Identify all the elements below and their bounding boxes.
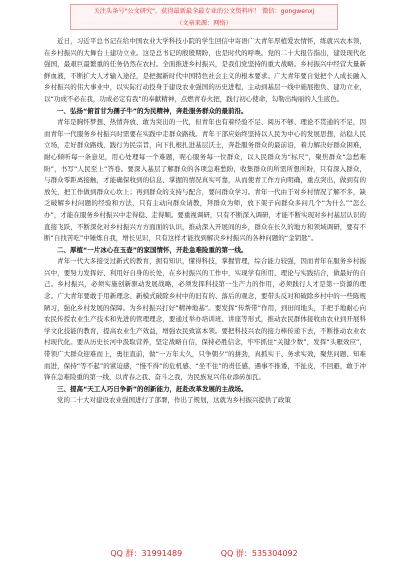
section-heading-3: 三、提高“天工人巧日争新”的创新能力，赶赴改革发展的主战场。 — [57, 384, 248, 393]
source-banner — [70, 4, 338, 30]
footer-contacts — [0, 548, 408, 559]
banner-line-1: 关注头条号"公文研究"，获得最新最全最专业的公文资料库！ 微信：gongwenxj — [93, 8, 315, 15]
section-heading-1: 一、弘扬“俯首甘为孺子牛”的为民精神，奔赴服务群众的最前沿。 — [57, 106, 248, 115]
paragraph-section-1: 青年是胸怀梦想、热情奔放、敢为突出的一代，但青年也有着经验不足、阅历不够、理论不贯通的不足，因而青年一代服务乡村振兴时需要在实践中走群众路线。青年干部应始终坚持以人民为中心的发展思想，站稳人民立场，走好群众路线，践行为民宗旨，向下扎根扎进基层沃土，奔赴服务群众的最前沿，着力解决好群众困难，耐心倾听每一条意见，用心处理每一个难题，呢心服务每一位群众，以人民群众为“标尺”，聚焦群众“急愁难盼”，书写“人民至上”答卷。要深入基层了解群众的各项急难愁盼，收集群众的所需所想所盼，只有深入群众，与群众零距离接触，才能确保收到的信息、掌握的情况真实可靠，从而使青工作方向明确，重点突出，做到有的放矢，把工作做到群众心坎上；再到群众的支持与配合，要问群众学习。青年一代由于对乡村情况了解不多，缺乏破解乡村问题的经验和方法，只有主动向群众请教，拜群众为师，放下架子向群众多问几个“为什么”“怎么办”，才能在服务乡村振兴中走得稳、走得顺。要重视调研，只有不断深入调研，才能不断实现对乡村基层认识的直接飞跃，不断深化对乡村振兴方方面面的认识，推动深入开展间的乡，群众在长久的地方和领域调研，要有不断“自找苦吃”中锤炼自我，增长见识，只有这样才能找到解决乡村振兴的各种问题的“金钥匙”。 — [44, 118, 366, 243]
footer-qq-group-1: QQ 群：31991489 — [110, 549, 183, 558]
paragraph-section-3: 党的二十大对建设农业强国进行了部署，作出了规划，这就为乡村振兴提供了政策 — [57, 396, 291, 405]
footer-qq-group-2: QQ 群：535304092 — [220, 549, 298, 558]
section-heading-2: 二、厚植“一片冰心在玉壶”的家国情怀，开赴急难险重的第一线。 — [57, 245, 248, 254]
banner-line-2: （文章来源：网络） — [176, 20, 232, 27]
paragraph-intro: 近日，习近平总书记在给中国农业大学科技小院的学生回信中寄语广大青年厚植爱农情怀，练就兴农本领，在乡村振兴的大舞台上建功立业。这是总书记的殷殷期盼，也是时代的呼唤。党的二十大报告指出，建设现代化强国，最艰巨最繁重的任务仍然在农村。全面推进乡村振兴，是我们党坚持的重大战略。乡村振兴中经营大量新鲜血液，不断扩大人才输入途径，是把握新时代中国特色社会主义的根本要求。广大青年要自觉把个人成长融入乡村振兴的伟大事业中，以实际行动投身于建设农业强国的历史进程，主动到基层一线中施展抱负、建功立业，以“功成不必在我，功成必定有我”的奉献精神，点燃青春火把，践行初心使命，勾勒出绚丽的人生底色。 — [44, 37, 366, 103]
document-body — [44, 36, 366, 407]
paragraph-section-2: 青年一代大多接受过新式的教育，拥有知识，懂得科技，掌握管理，综合能力较强，因而青年在服务乡村振兴中，要努力发挥好、利用好自身的长处，在乡村振兴的工作中，实现学有所用，理论与实践结合，做最好的自己。乡村振兴，必须实施创新驱动发展战略，必须发挥科技第一生产力的作用，必须践行人才是第一资源的理念。广大青年要敢于用新理念、新模式破除乡村中的旧有的、落后的观念，要带头反对和破除乡村中的一些陈规陋习，强化乡村发展的保障。为乡村振兴打好“精神地基”。要发挥“传帮带”作用，到田间地头，手把手地耐心向农民传授农业生产技术和先进的管理理念，要通过举办培训班、讲座等形式，推动农民群体接收由农业到开展科学文化技能的教育，提高农业生产效益，增强农民致富本领。要把科技兴农的接力棒传递下去，不断推动农业农村现代化。要从历史长河中汲取营养，坚定战略自信，保持必胜信念，牢牢抓住“关键少数”，发挥“头雁效应”，带领广大群众迎难而上，勇往直前，做“一万年太久，只争朝夕”的拼劲，真抓实干、务求实效，聚焦问题、知难而进，保持“等不起”的紧迫感，“慢不得”的危机感、“坐不住”的责任感，遇事不推诿，不扯皮，不回避，敢于冲锋在急难险重的第一线，以青春之我、奋斗之我，为民族复兴伟业添砖加瓦。 — [44, 257, 366, 382]
